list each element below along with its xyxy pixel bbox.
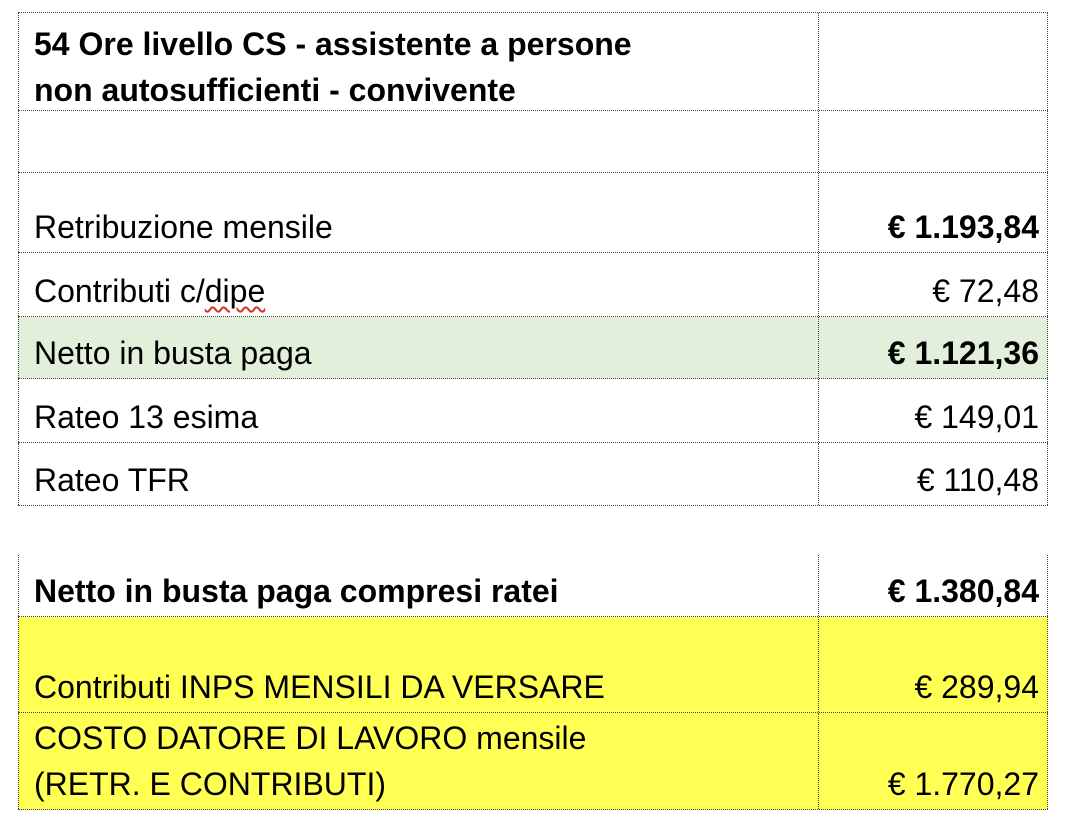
netto-value[interactable]: € 1.121,36 — [818, 317, 1048, 378]
row-netto — [18, 317, 1048, 379]
row-tredicesima — [18, 379, 1048, 443]
row-inps — [18, 617, 1048, 713]
row-tfr — [18, 443, 1048, 506]
row-contributi — [18, 253, 1048, 317]
header-row — [18, 13, 1048, 111]
header-cell[interactable] — [18, 13, 818, 110]
header-value-cell[interactable] — [818, 13, 1048, 110]
tfr-label[interactable]: Rateo TFR — [18, 443, 818, 505]
summary-table — [18, 555, 1048, 810]
empty-label-cell[interactable] — [18, 111, 818, 172]
header-line-2: non autosufficienti - convivente — [34, 72, 516, 108]
contributi-label-misspelled: dipe — [204, 273, 266, 309]
costo-label-line-2: (RETR. E CONTRIBUTI) — [34, 766, 386, 802]
costo-label-line-1: COSTO DATORE DI LAVORO mensile — [34, 720, 587, 756]
inps-label[interactable]: Contributi INPS MENSILI DA VERSARE — [18, 617, 818, 712]
row-costo — [18, 713, 1048, 810]
tfr-value[interactable]: € 110,48 — [818, 443, 1048, 505]
netto-ratei-value[interactable]: € 1.380,84 — [818, 555, 1048, 616]
header-line-1: 54 Ore livello CS - assistente a persone — [34, 26, 632, 62]
retribuzione-label[interactable]: Retribuzione mensile — [18, 173, 818, 252]
empty-row — [18, 111, 1048, 173]
contributi-label-prefix: Contributi c/ — [34, 273, 205, 309]
tredicesima-label[interactable]: Rateo 13 esima — [18, 379, 818, 442]
inps-value[interactable]: € 289,94 — [818, 617, 1048, 712]
costo-label[interactable] — [18, 713, 818, 809]
retribuzione-value[interactable]: € 1.193,84 — [818, 173, 1048, 252]
empty-value-cell[interactable] — [818, 111, 1048, 172]
netto-label[interactable]: Netto in busta paga — [18, 317, 818, 378]
salary-table — [18, 12, 1048, 506]
tredicesima-value[interactable]: € 149,01 — [818, 379, 1048, 442]
contributi-value[interactable]: € 72,48 — [818, 253, 1048, 316]
contributi-label[interactable] — [18, 253, 818, 316]
costo-value[interactable]: € 1.770,27 — [818, 713, 1048, 809]
row-netto-ratei — [18, 555, 1048, 617]
row-retribuzione — [18, 173, 1048, 253]
netto-ratei-label[interactable]: Netto in busta paga compresi ratei — [18, 555, 818, 616]
